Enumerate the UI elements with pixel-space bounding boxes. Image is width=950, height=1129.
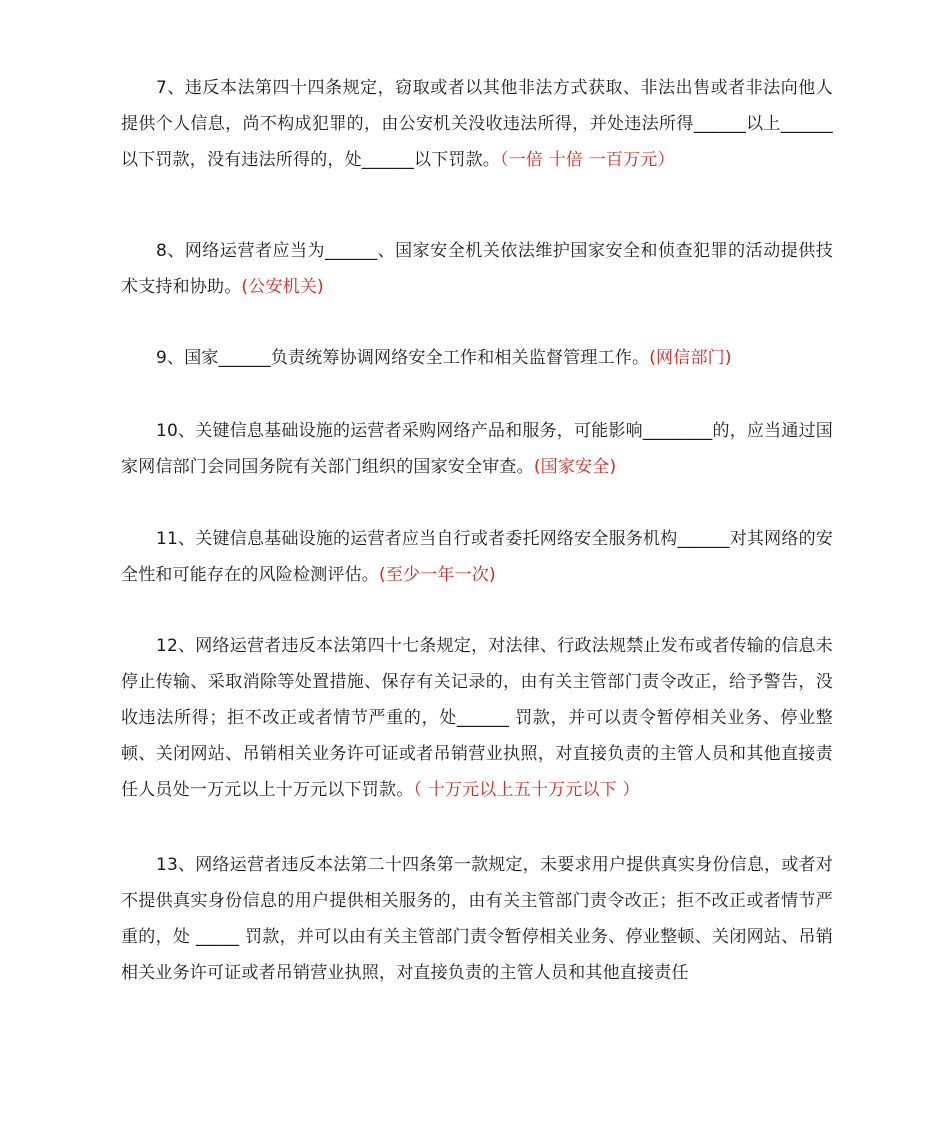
answer-text: （一倍 十倍 一百万元） <box>500 150 675 170</box>
question-text: 10、关键信息基础设施的运营者采购网络产品和服务，可能影响________的，应当通过国家网信部门会同国务院有关部门组织的国家安全审查。 <box>121 421 833 477</box>
question-text: 7、违反本法第四十四条规定，窃取或者以其他非法方式获取、非法出售或者非法向他人提供个人信息，尚不构成犯罪的，由公安机关没收违法所得，并处违法所得______以上______以下罚款，没有违法所得的，处______以下罚款。 <box>121 78 833 170</box>
question-7 <box>121 70 833 178</box>
question-12 <box>121 628 833 808</box>
question-text: 13、网络运营者违反本法第二十四条第一款规定，未要求用户提供真实身份信息，或者对不提供真实身份信息的用户提供相关服务的，由有关主管部门责令改正；拒不改正或者情节严重的，处 _____ 罚款，并可以由有关主管部门责令暂停相关业务、停业整顿、关闭网站、吊销相关业务许可证或者吊销营业执照，对直接负责的主管人员和其他直接责任 <box>121 855 833 983</box>
question-9 <box>121 340 833 376</box>
question-text: 11、关键信息基础设施的运营者应当自行或者委托网络安全服务机构______对其网络的安全性和可能存在的风险检测评估。 <box>121 529 833 585</box>
answer-text: (至少一年一次) <box>379 565 496 585</box>
question-11 <box>121 521 833 593</box>
question-text: 8、网络运营者应当为______、国家安全机关依法维护国家安全和侦查犯罪的活动提供技术支持和协助。 <box>121 241 833 297</box>
answer-text: (国家安全) <box>533 457 617 477</box>
question-13 <box>121 847 833 991</box>
question-text: 12、网络运营者违反本法第四十七条规定，对法律、行政法规禁止发布或者传输的信息未停止传输、采取消除等处置措施、保存有关记录的，由有关主管部门责令改正，给予警告，没收违法所得；拒不改正或者情节严重的，处______ 罚款，并可以责令暂停相关业务、停业整顿、关闭网站、吊销相关业务许可证或者吊销营业执照，对直接负责的主管人员和其他直接责任人员处一万元以上十万元以下罚款。 <box>121 636 833 800</box>
question-text: 9、国家______负责统筹协调网络安全工作和相关监督管理工作。 <box>156 348 650 368</box>
question-10 <box>121 413 833 485</box>
answer-text: （ 十万元以上五十万元以下 ） <box>413 780 640 800</box>
answer-text: (公安机关) <box>241 277 324 297</box>
question-8 <box>121 233 833 305</box>
answer-text: (网信部门) <box>649 348 732 368</box>
